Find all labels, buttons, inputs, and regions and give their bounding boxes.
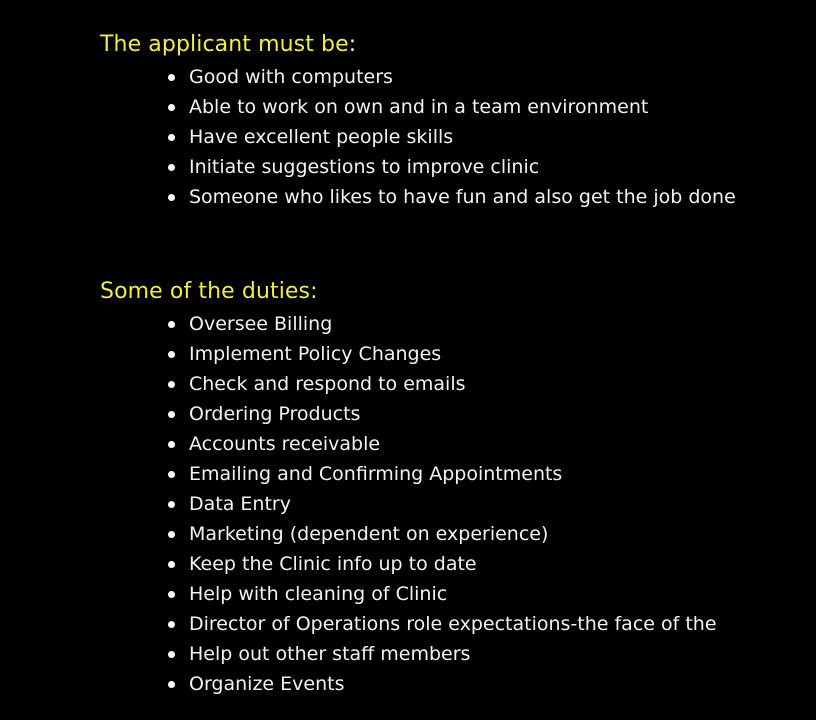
- bullet-icon: [168, 441, 175, 448]
- bullet-icon: [168, 501, 175, 508]
- bullet-icon: [168, 561, 175, 568]
- duties-section: [0, 275, 816, 699]
- list-item: [0, 122, 816, 152]
- list-item: [0, 519, 816, 549]
- list-item: [0, 182, 816, 212]
- list-item-text: Have excellent people skills: [189, 126, 454, 148]
- list-item-text: Organize Events: [189, 673, 345, 695]
- list-item-text: Accounts receivable: [189, 433, 381, 455]
- list-item: [0, 92, 816, 122]
- list-item-text: Implement Policy Changes: [189, 343, 442, 365]
- requirements-heading-colon: :: [348, 32, 357, 57]
- bullet-icon: [168, 471, 175, 478]
- list-item-text: Able to work on own and in a team environment: [189, 96, 649, 118]
- duties-list: [0, 309, 816, 699]
- list-item-text: Emailing and Confirming Appointments: [189, 463, 563, 485]
- list-item-text: Help out other staff members: [189, 643, 471, 665]
- list-item: [0, 369, 816, 399]
- bullet-icon: [168, 381, 175, 388]
- list-item: [0, 399, 816, 429]
- list-item: [0, 459, 816, 489]
- list-item: [0, 62, 816, 92]
- list-item-text: Initiate suggestions to improve clinic: [189, 156, 540, 178]
- list-item: [0, 339, 816, 369]
- list-item: [0, 639, 816, 669]
- list-item: [0, 489, 816, 519]
- bullet-icon: [168, 134, 175, 141]
- list-item: [0, 579, 816, 609]
- requirements-section: [0, 28, 816, 212]
- list-item-text: Good with computers: [189, 66, 393, 88]
- bullet-icon: [168, 531, 175, 538]
- list-item: [0, 429, 816, 459]
- bullet-icon: [168, 104, 175, 111]
- bullet-icon: [168, 651, 175, 658]
- bullet-icon: [168, 681, 175, 688]
- list-item-text: Keep the Clinic info up to date: [189, 553, 477, 575]
- list-item-text: Help with cleaning of Clinic: [189, 583, 448, 605]
- duties-heading: Some of the duties:: [100, 279, 318, 304]
- bullet-icon: [168, 194, 175, 201]
- list-item: [0, 669, 816, 699]
- list-item-text: Data Entry: [189, 493, 291, 515]
- requirements-heading: [0, 28, 816, 62]
- list-item: [0, 549, 816, 579]
- bullet-icon: [168, 621, 175, 628]
- list-item-text: Check and respond to emails: [189, 373, 466, 395]
- bullet-icon: [168, 321, 175, 328]
- list-item-text: Ordering Products: [189, 403, 361, 425]
- bullet-icon: [168, 74, 175, 81]
- bullet-icon: [168, 411, 175, 418]
- bullet-icon: [168, 591, 175, 598]
- list-item-text: Oversee Billing: [189, 313, 333, 335]
- requirements-list: [0, 62, 816, 212]
- list-item-text: Someone who likes to have fun and also get the job done: [189, 186, 736, 208]
- list-item: [0, 309, 816, 339]
- requirements-heading-text: The applicant must be: [100, 32, 349, 57]
- bullet-icon: [168, 351, 175, 358]
- list-item-text: Director of Operations role expectations-the face of the: [189, 613, 717, 635]
- list-item: [0, 609, 816, 639]
- bullet-icon: [168, 164, 175, 171]
- list-item-text: Marketing (dependent on experience): [189, 523, 549, 545]
- list-item: [0, 152, 816, 182]
